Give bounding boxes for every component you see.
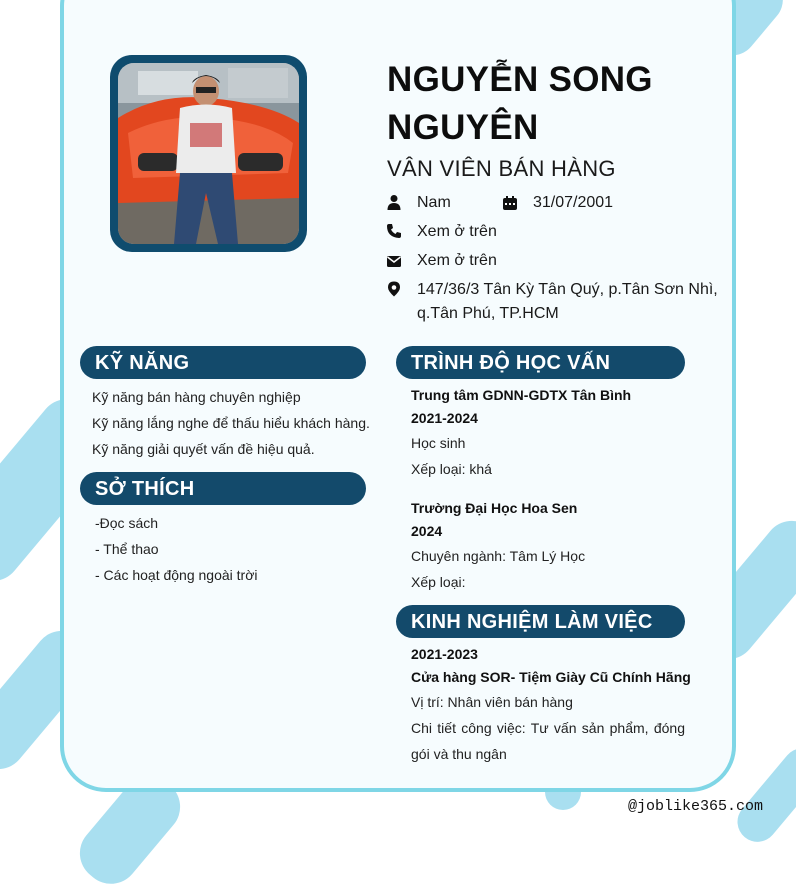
calendar-icon xyxy=(502,195,518,211)
hobby-item: - Các hoạt động ngoài trời xyxy=(95,567,258,583)
skill-item: Kỹ năng lắng nghe để thấu hiểu khách hàng. xyxy=(92,415,370,431)
hobby-item: - Thể thao xyxy=(95,541,159,557)
hobbies-heading: SỞ THÍCH xyxy=(80,472,366,505)
profile-photo-image xyxy=(118,63,299,244)
experience-details: Chi tiết công việc: Tư vấn sản phẩm, đóng gói và thu ngân xyxy=(411,720,685,762)
name-line-1: NGUYỄN SONG xyxy=(387,60,653,99)
person-icon xyxy=(386,194,402,210)
job-title: VÂN VIÊN BÁN HÀNG xyxy=(387,156,616,181)
education-period: 2021-2024 xyxy=(411,410,478,426)
footer-watermark: @joblike365.com xyxy=(627,798,763,815)
location-pin-icon xyxy=(386,281,402,297)
experience-heading: KINH NGHIỆM LÀM VIỆC xyxy=(396,605,685,638)
education-detail: Xếp loại: xyxy=(411,574,466,590)
name-line-2: NGUYÊN xyxy=(387,108,539,147)
address-line-2: q.Tân Phú, TP.HCM xyxy=(417,305,559,322)
address-line-1: 147/36/3 Tân Kỳ Tân Quý, p.Tân Sơn Nhì, xyxy=(417,281,718,298)
skills-heading: KỸ NĂNG xyxy=(80,346,366,379)
email: Xem ở trên xyxy=(417,252,497,269)
full-name xyxy=(387,56,717,152)
skill-item: Kỹ năng giải quyết vấn đề hiệu quả. xyxy=(92,441,315,457)
profile-photo xyxy=(110,55,307,252)
hobby-item: -Đọc sách xyxy=(95,515,159,531)
experience-period: 2021-2023 xyxy=(411,646,478,662)
experience-position: Vị trí: Nhân viên bán hàng xyxy=(411,694,573,710)
education-detail: Chuyên ngành: Tâm Lý Học xyxy=(411,548,586,564)
education-period: 2024 xyxy=(411,523,443,539)
education-detail: Học sinh xyxy=(411,435,466,451)
experience-company: Cửa hàng SOR- Tiệm Giày Cũ Chính Hãng xyxy=(411,669,691,685)
gender: Nam xyxy=(417,194,451,211)
address xyxy=(417,278,718,326)
phone: Xem ở trên xyxy=(417,223,497,240)
envelope-icon xyxy=(386,253,402,269)
decor-stripe xyxy=(729,740,796,850)
birthdate: 31/07/2001 xyxy=(533,194,614,211)
phone-icon xyxy=(386,223,402,239)
education-school: Trung tâm GDNN-GDTX Tân Bình xyxy=(411,387,632,403)
education-school: Trường Đại Học Hoa Sen xyxy=(411,500,578,516)
education-heading: TRÌNH ĐỘ HỌC VẤN xyxy=(396,346,685,379)
skill-item: Kỹ năng bán hàng chuyên nghiệp xyxy=(92,389,301,405)
education-detail: Xếp loại: khá xyxy=(411,461,492,477)
